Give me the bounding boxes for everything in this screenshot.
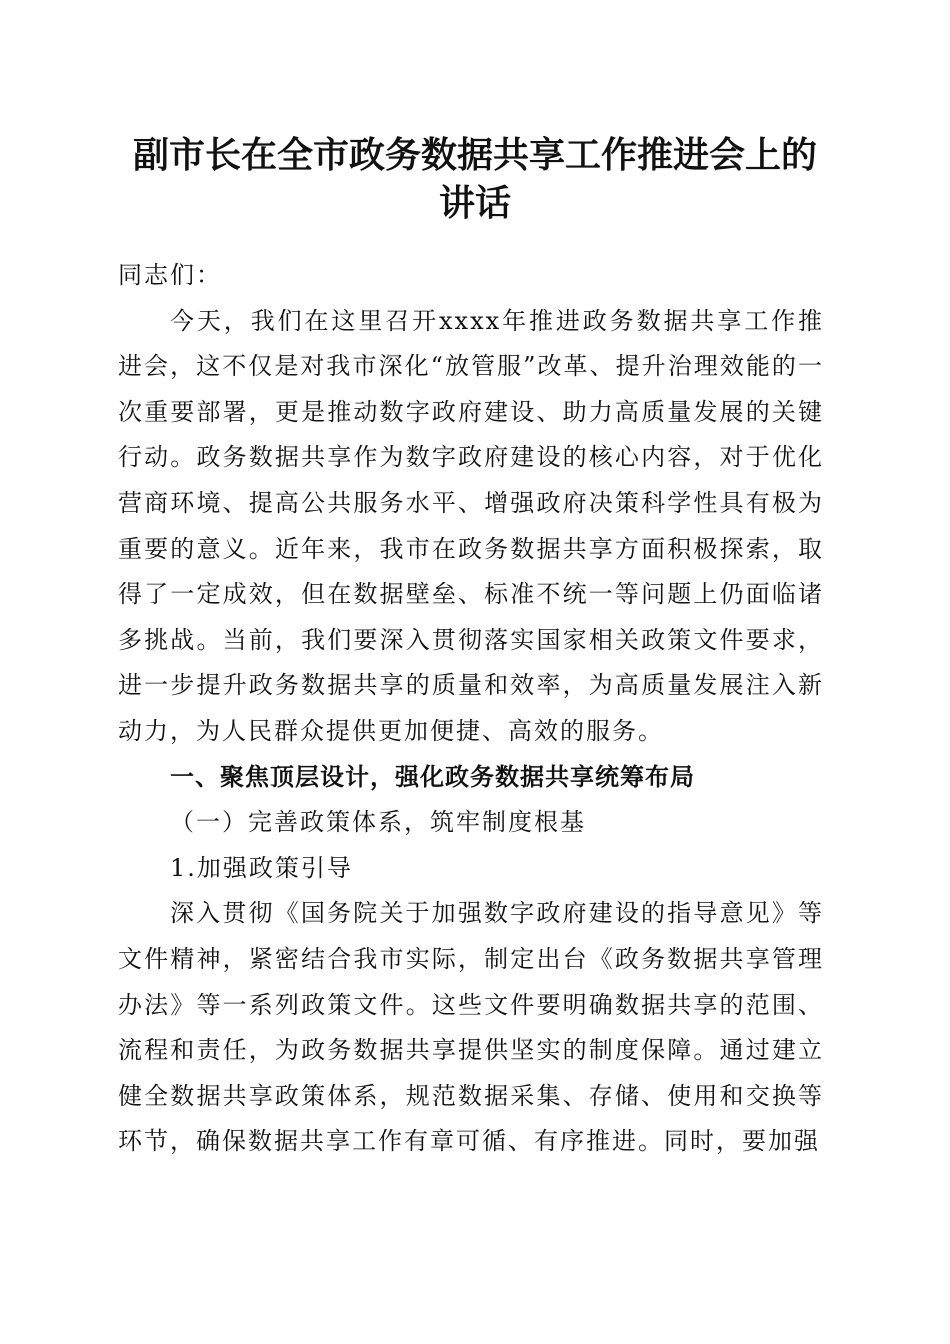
document-title: 副市长在全市政务数据共享工作推进会上的讲话 (132, 135, 817, 224)
item-heading-1: 1.加强政策引导 (170, 853, 353, 882)
section-heading-1: 一、聚焦顶层设计，强化政务数据共享统筹布局 (170, 762, 695, 791)
subsection-heading-1: （一）完善政策体系，筑牢制度根基 (170, 808, 586, 837)
body-paragraph-2: 深入贯彻《国务院关于加强数字政府建设的指导意见》等文件精神，紧密结合我市实际，制定出台《政务数据共享管理办法》等一系列政策文件。这些文件要明确数据共享的范围、流程和责任，为政务数据共享提供坚实的制度保障。通过建立健全数据共享政策体系，规范数据采集、存储、使用和交换等环节，确保数据共享工作有章可循、有序推进。同时，要加强 (118, 899, 824, 1156)
salutation: 同志们： (118, 261, 222, 289)
document-body (118, 253, 824, 1165)
intro-paragraph: 今天，我们在这里召开xxxx年推进政务数据共享工作推进会，这不仅是对我市深化“放管服”改革、提升治理效能的一次重要部署，更是推动数字政府建设、助力高质量发展的关键行动。政务数据共享作为数字政府建设的核心内容，对于优化营商环境、提高公共服务水平、增强政府决策科学性具有极为重要的意义。近年来，我市在政务数据共享方面积极探索，取得了一定成效，但在数据壁垒、标准不统一等问题上仍面临诸多挑战。当前，我们要深入贯彻落实国家相关政策文件要求，进一步提升政务数据共享的质量和效率，为高质量发展注入新动力，为人民群众提供更加便捷、高效的服务。 (118, 306, 824, 745)
